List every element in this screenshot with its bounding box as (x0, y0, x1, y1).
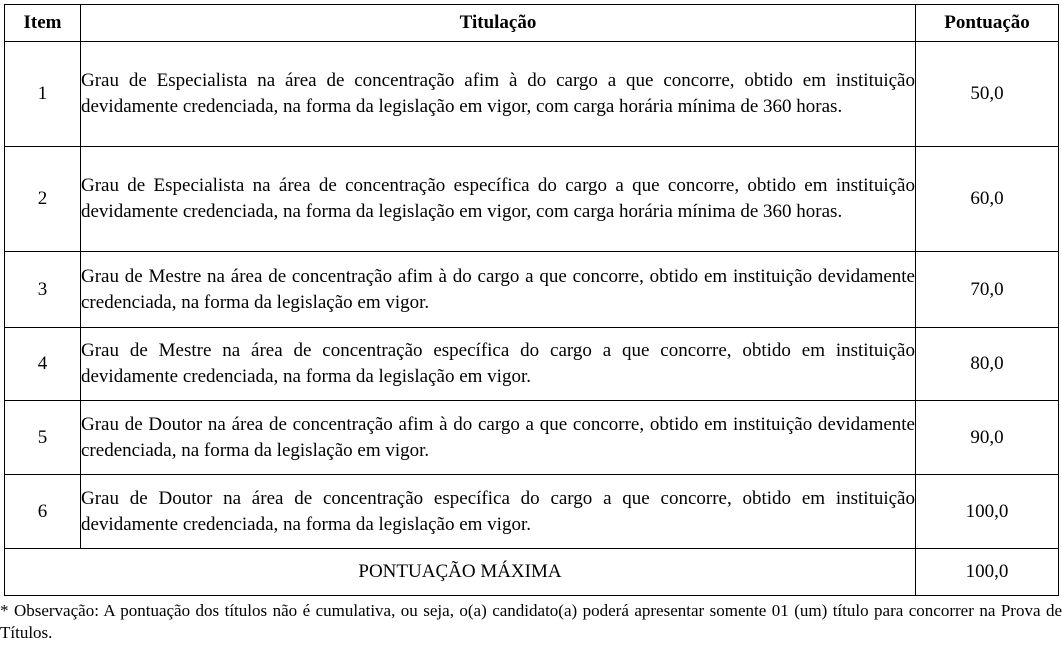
row-item-number: 4 (5, 328, 81, 401)
header-pontuacao: Pontuação (916, 5, 1059, 42)
table-row (5, 147, 1059, 252)
row-titulacao: Grau de Mestre na área de concentração afim à do cargo a que concorre, obtido em instituição devidamente credenciada, na forma da legislação em vigor. (81, 252, 916, 328)
table-row (5, 42, 1059, 147)
row-pontuacao: 80,0 (916, 328, 1059, 401)
table-row (5, 475, 1059, 549)
row-titulacao: Grau de Especialista na área de concentração afim à do cargo a que concorre, obtido em instituição devidamente credenciada, na forma da legislação em vigor, com carga horária mínima de 360 horas. (81, 42, 916, 147)
observation-note: * Observação: A pontuação dos títulos não é cumulativa, ou seja, o(a) candidato(a) poderá apresentar somente 01 (um) título para concorrer na Prova de Títulos. (0, 601, 1062, 642)
total-value: 100,0 (916, 549, 1059, 596)
row-item-number: 1 (5, 42, 81, 147)
table-row (5, 328, 1059, 401)
row-pontuacao: 60,0 (916, 147, 1059, 252)
row-item-number: 3 (5, 252, 81, 328)
row-pontuacao: 90,0 (916, 401, 1059, 475)
titles-table (4, 4, 1059, 596)
header-titulacao: Titulação (81, 5, 916, 42)
row-pontuacao: 70,0 (916, 252, 1059, 328)
row-item-number: 6 (5, 475, 81, 549)
table-header-row (5, 5, 1059, 42)
row-titulacao: Grau de Especialista na área de concentração específica do cargo a que concorre, obtido em instituição devidamente credenciada, na forma da legislação em vigor, com carga horária mínima de 360 horas. (81, 147, 916, 252)
row-titulacao: Grau de Mestre na área de concentração específica do cargo a que concorre, obtido em instituição devidamente credenciada, na forma da legislação em vigor. (81, 328, 916, 401)
row-item-number: 2 (5, 147, 81, 252)
row-titulacao: Grau de Doutor na área de concentração afim à do cargo a que concorre, obtido em instituição devidamente credenciada, na forma da legislação em vigor. (81, 401, 916, 475)
total-row (5, 549, 1059, 596)
header-item: Item (5, 5, 81, 42)
table-row (5, 401, 1059, 475)
row-item-number: 5 (5, 401, 81, 475)
total-label: PONTUAÇÃO MÁXIMA (5, 549, 916, 596)
table-row (5, 252, 1059, 328)
row-pontuacao: 50,0 (916, 42, 1059, 147)
row-pontuacao: 100,0 (916, 475, 1059, 549)
row-titulacao: Grau de Doutor na área de concentração específica do cargo a que concorre, obtido em instituição devidamente credenciada, na forma da legislação em vigor. (81, 475, 916, 549)
